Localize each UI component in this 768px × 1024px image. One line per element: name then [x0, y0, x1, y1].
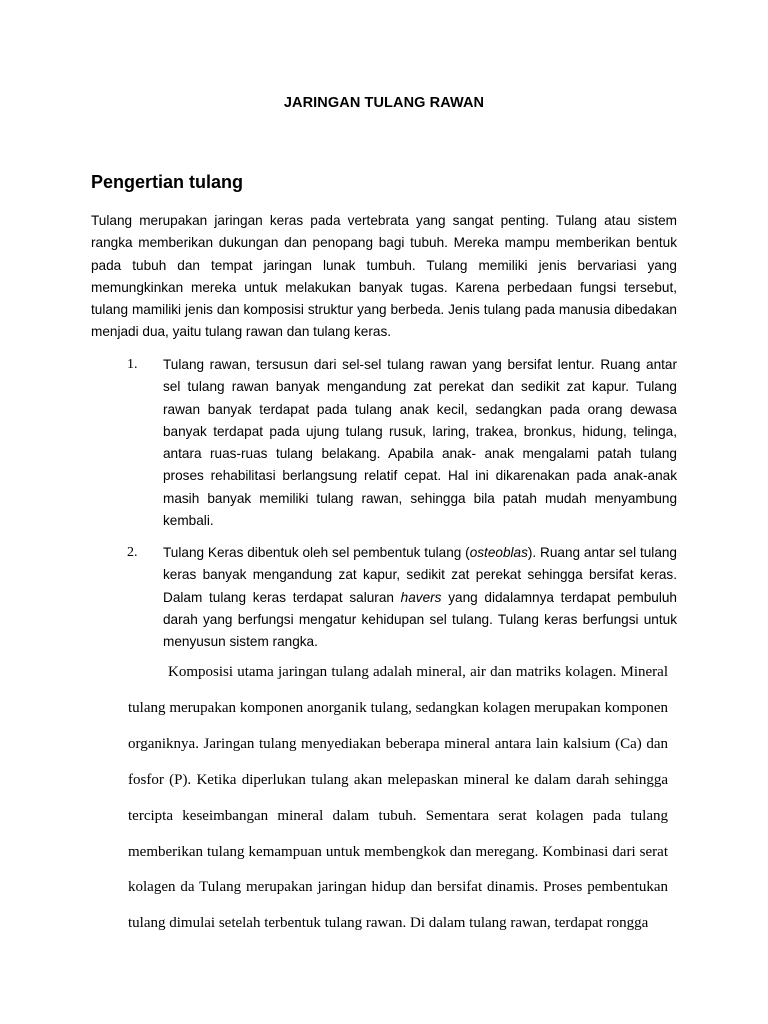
- composition-paragraph: [128, 655, 668, 942]
- text-segment: ). Ruang antar sel tulang keras banyak mengandung zat kapur, sedikit zat perekat sehingga bersifat keras. Dalam tulang keras terdapat saluran: [163, 545, 677, 605]
- list-number: 2.: [127, 545, 138, 560]
- document-title: JARINGAN TULANG RAWAN: [283, 95, 485, 111]
- list-item-text: [163, 542, 677, 653]
- italic-term-havers: havers: [400, 589, 442, 605]
- text-segment: yang didalamnya terdapat pembuluh darah yang berfungsi mengatur kehidupan sel tulang. Tulang keras berfungsi untuk menyusun sistem rangka.: [163, 589, 677, 650]
- section-heading: Pengertian tulang: [91, 172, 244, 192]
- italic-term-osteoblas: osteoblas: [469, 545, 528, 560]
- list-number: 1.: [127, 357, 138, 372]
- intro-paragraph: Tulang merupakan jaringan keras pada vertebrata yang sangat penting. Tulang atau sistem rangka memberikan dukungan dan penopang bagi tubuh. Mereka mampu memberikan bentuk pada tubuh dan tempat jaringan lunak tumbuh. Tulang memiliki jenis bervariasi yang memungkinkan mereka untuk melakukan banyak tugas. Karena perbedaan fungsi tersebut, tulang mamiliki jenis dan komposisi struktur yang berbeda. Jenis tulang pada manusia dibedakan menjadi dua, yaitu tulang rawan dan tulang keras.: [91, 213, 677, 340]
- list-item-text: Tulang rawan, tersusun dari sel-sel tulang rawan yang bersifat lentur. Ruang antar sel tulang rawan banyak mengandung zat perekat dan sedikit zat kapur. Tulang rawan banyak terdapat pada tulang anak kecil, sedangkan pada orang dewasa banyak terdapat pada ujung tulang rusuk, laring, trakea, bronkus, hidung, telinga, antara ruas-ruas tulang belakang. Apabila anak- anak mengalami patah tulang proses rehabilitasi berlangsung relatif cepat. Hal ini dikarenakan pada anak-anak masih banyak memiliki tulang rawan, sehingga bila patah mudah menyambung kembali.: [163, 357, 677, 529]
- composition-text: Komposisi utama jaringan tulang adalah mineral, air dan matriks kolagen. Mineral tulang merupakan komponen anorganik tulang, sedangkan kolagen merupakan komponen organiknya. Jaringan tulang menyediakan beberapa mineral antara lain kalsium (Ca) dan fosfor (P). Ketika diperlukan tulang akan melepaskan mineral ke dalam darah sehingga tercipta keseimbangan mineral dalam tubuh. Sementara serat kolagen pada tulang memberikan tulang kemampuan untuk membengkok dan meregang. Kombinasi dari serat kolagen da Tulang merupakan jaringan hidup dan bersifat dinamis. Proses pembentukan tulang dimulai setelah terbentuk tulang rawan. Di dalam tulang rawan, terdapat rongga: [128, 664, 668, 932]
- text-segment: Tulang Keras dibentuk oleh sel pembentuk tulang (: [163, 545, 470, 560]
